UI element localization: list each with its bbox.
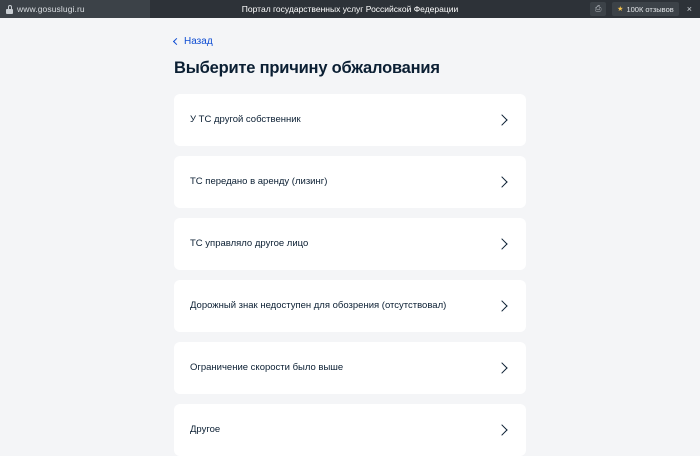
reviews-badge[interactable] (612, 2, 679, 16)
chevron-left-icon (173, 38, 180, 45)
reviews-badge-label: 100К отзывов (626, 4, 674, 14)
option-card-other-driver[interactable] (174, 218, 526, 270)
star-icon: ★ (617, 5, 624, 13)
chevron-right-icon (496, 176, 507, 187)
devtools-icon[interactable]: ⎙ (590, 2, 606, 16)
option-card-speed-limit-higher[interactable] (174, 342, 526, 394)
option-card-other-owner[interactable] (174, 94, 526, 146)
chevron-right-icon (496, 424, 507, 435)
option-card-leased[interactable] (174, 156, 526, 208)
page-body (0, 18, 700, 435)
url-text: www.gosuslugi.ru (17, 4, 85, 14)
option-label: ТС передано в аренду (лизинг) (190, 175, 328, 187)
option-card-other[interactable] (174, 404, 526, 456)
content-column (174, 18, 526, 456)
option-label: ТС управляло другое лицо (190, 237, 309, 249)
chevron-right-icon (496, 238, 507, 249)
close-icon[interactable]: × (686, 4, 692, 14)
option-card-sign-not-visible[interactable] (174, 280, 526, 332)
lock-icon (6, 5, 13, 14)
option-label: Другое (190, 423, 221, 435)
back-button-label: Назад (184, 36, 213, 47)
options-list (174, 94, 526, 456)
option-label: Дорожный знак недоступен для обозрения (отсутствовал) (190, 299, 447, 311)
chevron-right-icon (496, 362, 507, 373)
browser-toolbar (0, 0, 700, 18)
window-title: Портал государственных услуг Российской Федерации (241, 4, 459, 14)
chevron-right-icon (496, 114, 507, 125)
address-bar[interactable] (0, 0, 150, 18)
option-label: У ТС другой собственник (190, 113, 301, 125)
page-title: Выберите причину обжалования (174, 59, 440, 77)
back-button[interactable] (174, 36, 526, 47)
chevron-right-icon (496, 300, 507, 311)
option-label: Ограничение скорости было выше (190, 361, 344, 373)
toolbar-actions (590, 0, 700, 18)
